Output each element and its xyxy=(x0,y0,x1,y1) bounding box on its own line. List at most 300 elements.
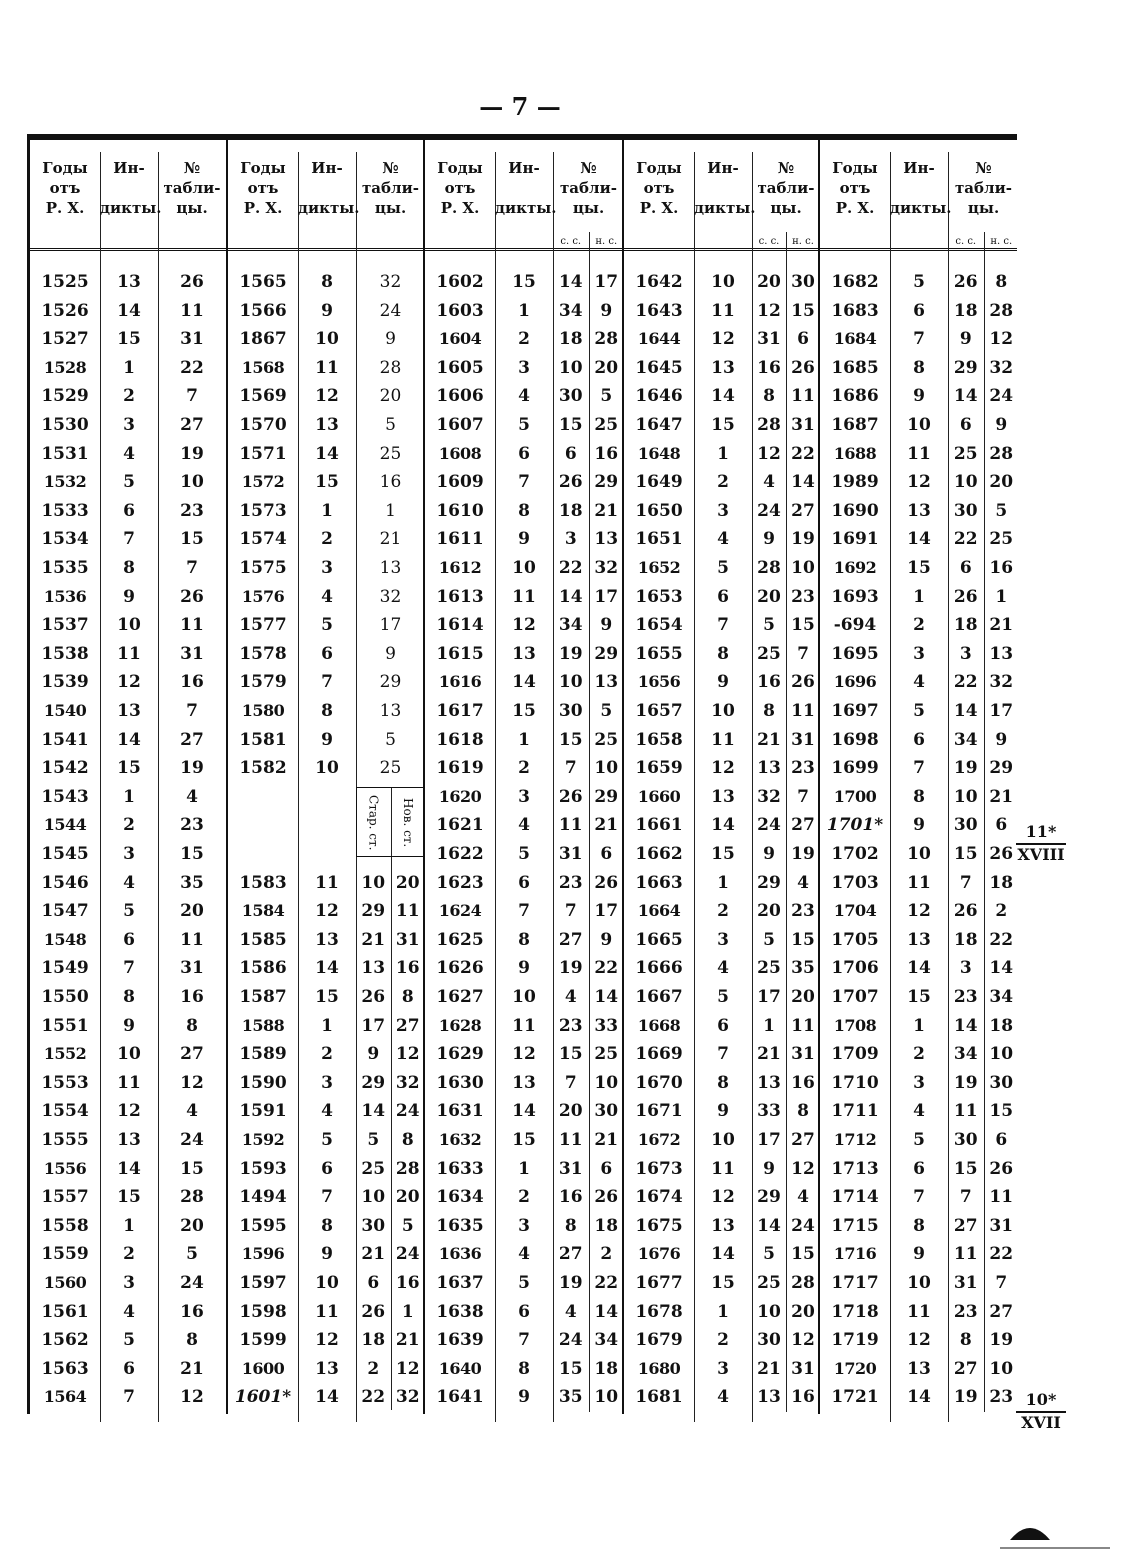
table-number-cell: 11 xyxy=(180,300,204,321)
table-old-style-cell: 6 xyxy=(959,415,972,435)
column-header-year: отъ xyxy=(444,179,476,197)
table-old-style-cell: 34 xyxy=(953,729,978,750)
table-old-style-cell: 4 xyxy=(564,987,577,1007)
year-cell: 1616 xyxy=(438,672,482,692)
table-new-style-cell: 10 xyxy=(989,1044,1014,1065)
year-cell: 1641 xyxy=(436,1387,484,1408)
year-cell: 1580 xyxy=(241,701,285,720)
indiction-cell: 4 xyxy=(123,1301,135,1322)
year-cell: 1589 xyxy=(239,1044,287,1065)
table-old-style-cell: 30 xyxy=(558,701,583,721)
year-cell: 1571 xyxy=(239,443,287,464)
year-cell: 1529 xyxy=(41,386,89,407)
table-new-style-cell: 34 xyxy=(594,1330,619,1351)
table-new-style-cell: 12 xyxy=(395,1358,420,1379)
year-cell: 1686 xyxy=(831,386,879,407)
table-new-style-cell: 18 xyxy=(989,1015,1014,1036)
year-cell: 1632 xyxy=(438,1130,482,1149)
table-number-cell: 16 xyxy=(180,987,204,1007)
table-old-style-cell: 23 xyxy=(953,987,978,1007)
year-cell: 1718 xyxy=(831,1301,879,1322)
new-style-vertical-label: Нов. ст. xyxy=(400,798,415,848)
year-cell: 1690 xyxy=(831,500,879,521)
table-old-style-cell: 34 xyxy=(558,300,583,321)
year-cell: 1577 xyxy=(239,615,287,636)
indiction-cell: 1 xyxy=(518,1158,530,1179)
year-cell: 1704 xyxy=(833,901,877,921)
year-cell: 1610 xyxy=(436,500,484,521)
indiction-cell: 13 xyxy=(512,1072,536,1093)
indiction-cell: 4 xyxy=(913,672,925,693)
year-cell: 1688 xyxy=(833,443,877,463)
table-old-style-cell: 26 xyxy=(558,786,583,807)
table-new-style-cell: 30 xyxy=(594,1101,619,1122)
table-number-cell: 16 xyxy=(379,472,402,493)
table-number-cell: 28 xyxy=(379,357,402,378)
table-new-style-cell: 6 xyxy=(797,329,809,350)
indiction-cell: 8 xyxy=(518,500,530,521)
table-new-style-cell: 10 xyxy=(594,758,619,779)
indiction-cell: 13 xyxy=(315,929,339,950)
table-number-cell: 19 xyxy=(180,443,204,464)
year-cell: 1682 xyxy=(831,272,879,292)
table-new-style-cell: 21 xyxy=(989,786,1014,807)
year-cell: 1566 xyxy=(239,300,287,321)
year-cell: 1655 xyxy=(635,643,683,664)
table-new-style-cell: 9 xyxy=(995,729,1008,750)
column-header-table: табли- xyxy=(362,179,419,197)
indiction-cell: 6 xyxy=(123,1358,135,1379)
table-new-style-cell: 31 xyxy=(791,729,815,750)
indiction-cell: 14 xyxy=(907,958,931,979)
table-new-style-cell: 15 xyxy=(791,615,815,636)
indiction-cell: 8 xyxy=(913,1215,925,1236)
table-new-style-cell: 14 xyxy=(791,472,815,493)
indiction-cell: 4 xyxy=(913,1101,925,1122)
table-new-style-cell: 16 xyxy=(791,1387,815,1408)
table-new-style-cell: 16 xyxy=(395,1273,420,1293)
year-cell: 1572 xyxy=(241,472,285,492)
year-cell: 1697 xyxy=(831,701,879,721)
indiction-cell: 14 xyxy=(512,672,536,693)
year-cell: 1536 xyxy=(43,586,87,606)
indiction-cell: 5 xyxy=(123,1330,135,1351)
column-header-year: Годы xyxy=(832,159,878,177)
table-new-style-cell: 2 xyxy=(600,1244,613,1265)
table-new-style-cell: 21 xyxy=(989,615,1014,636)
year-cell: 1667 xyxy=(635,987,683,1007)
indiction-cell: 11 xyxy=(512,1015,536,1036)
indiction-cell: 14 xyxy=(315,958,339,979)
indiction-cell: 3 xyxy=(717,1358,729,1379)
table-number-cell: 31 xyxy=(180,329,204,350)
year-cell: 1698 xyxy=(831,729,879,750)
table-new-style-cell: 23 xyxy=(791,901,815,922)
table-new-style-cell: 32 xyxy=(594,558,619,578)
year-cell: 1607 xyxy=(436,415,484,435)
table-old-style-cell: 14 xyxy=(953,1015,978,1036)
indiction-cell: 15 xyxy=(512,1130,536,1150)
table-old-style-cell: 5 xyxy=(763,615,775,636)
year-cell: 1637 xyxy=(436,1273,484,1293)
table-new-style-cell: 16 xyxy=(594,443,619,464)
column-header-indict: дикты. xyxy=(298,199,360,217)
table-new-style-cell: 6 xyxy=(600,1158,613,1179)
table-old-style-cell: 26 xyxy=(953,901,978,922)
year-cell: 1557 xyxy=(41,1187,89,1208)
indiction-cell: 1 xyxy=(717,1301,729,1322)
table-old-style-cell: 6 xyxy=(959,558,972,578)
year-cell: 1575 xyxy=(239,558,287,578)
indiction-cell: 3 xyxy=(123,1273,135,1293)
indiction-cell: 13 xyxy=(117,701,141,721)
table-new-style-cell: 15 xyxy=(791,300,815,321)
indiction-cell: 7 xyxy=(123,958,135,979)
indiction-cell: 5 xyxy=(518,1273,530,1293)
column-header-table: № xyxy=(777,159,795,177)
year-cell: 1593 xyxy=(239,1158,287,1179)
year-cell: 1550 xyxy=(41,987,89,1007)
table-old-style-cell: 21 xyxy=(361,1244,386,1265)
table-old-style-cell: 7 xyxy=(564,1072,577,1093)
indiction-cell: 10 xyxy=(711,701,735,721)
table-new-style-cell: 20 xyxy=(594,357,619,378)
indiction-cell: 11 xyxy=(315,1301,339,1322)
table-old-style-cell: 10 xyxy=(558,672,583,693)
table-new-style-cell: 21 xyxy=(594,1130,619,1150)
indiction-cell: 3 xyxy=(913,643,925,664)
year-cell: 1621 xyxy=(436,815,484,836)
table-new-style-cell: 24 xyxy=(395,1244,420,1265)
table-number-cell: 12 xyxy=(180,1387,204,1408)
year-cell: 1658 xyxy=(635,729,683,750)
indiction-cell: 2 xyxy=(717,1330,729,1351)
table-new-style-cell: 23 xyxy=(791,586,815,607)
year-cell: 1542 xyxy=(41,758,89,779)
year-cell: 1663 xyxy=(635,872,683,893)
table-number-cell: 23 xyxy=(180,815,204,836)
indiction-cell: 15 xyxy=(117,758,141,779)
column-header-table: цы. xyxy=(572,199,605,217)
table-old-style-cell: 35 xyxy=(558,1387,583,1408)
table-new-style-cell: 31 xyxy=(791,415,815,435)
year-cell: 1600 xyxy=(241,1358,285,1378)
table-old-style-cell: 15 xyxy=(953,1158,978,1179)
table-new-style-cell: 9 xyxy=(600,929,613,950)
indiction-cell: 14 xyxy=(907,529,931,550)
year-cell: 1670 xyxy=(635,1072,683,1093)
table-number-cell: 5 xyxy=(385,729,396,750)
year-cell: 1721 xyxy=(831,1387,879,1408)
year-cell: 1595 xyxy=(239,1215,287,1236)
indiction-cell: 9 xyxy=(518,1387,530,1408)
indiction-cell: 1 xyxy=(518,300,530,321)
table-new-style-cell: 22 xyxy=(594,958,619,979)
table-old-style-cell: 14 xyxy=(558,586,583,607)
year-cell: 1539 xyxy=(41,672,89,693)
table-new-style-cell: 26 xyxy=(989,1158,1014,1179)
table-number-cell: 35 xyxy=(180,872,204,893)
year-cell: 1609 xyxy=(436,472,484,493)
indiction-cell: 11 xyxy=(315,357,339,378)
year-cell: 1709 xyxy=(831,1044,879,1065)
table-number-cell: 8 xyxy=(186,1015,198,1036)
table-new-style-cell: 13 xyxy=(989,643,1014,664)
table-new-style-cell: 7 xyxy=(797,786,809,807)
table-new-style-cell: 4 xyxy=(797,872,809,893)
column-header-year: Годы xyxy=(240,159,286,177)
table-old-style-cell: 4 xyxy=(763,472,775,493)
table-new-style-cell: 19 xyxy=(791,529,815,550)
indiction-cell: 13 xyxy=(117,1130,141,1150)
table-old-style-cell: 4 xyxy=(564,1301,577,1322)
table-new-style-cell: 22 xyxy=(791,443,815,464)
year-cell: 1538 xyxy=(41,643,89,664)
indiction-cell: 5 xyxy=(717,558,729,578)
indiction-cell: 8 xyxy=(123,558,135,578)
table-old-style-cell: 26 xyxy=(953,272,978,292)
year-cell: 1551 xyxy=(41,1015,89,1036)
year-cell: 1679 xyxy=(635,1330,683,1351)
column-header-year: отъ xyxy=(49,179,81,197)
year-cell: -694 xyxy=(833,615,877,636)
indiction-cell: 3 xyxy=(518,1215,530,1236)
table-number-cell: 25 xyxy=(379,443,402,464)
column-header-year: отъ xyxy=(643,179,675,197)
footnote-marker-upper xyxy=(1016,822,1066,864)
year-cell: 1620 xyxy=(438,786,482,806)
year-cell: 1591 xyxy=(239,1101,287,1122)
table-old-style-cell: 14 xyxy=(361,1101,386,1122)
table-old-style-cell: 31 xyxy=(558,1158,583,1179)
indiction-cell: 6 xyxy=(913,300,925,321)
table-old-style-cell: 34 xyxy=(558,615,583,636)
table-new-style-cell: 28 xyxy=(395,1158,420,1179)
indiction-cell: 7 xyxy=(913,329,925,350)
indiction-cell: 1 xyxy=(717,872,729,893)
table-old-style-cell: 3 xyxy=(564,529,577,550)
table-old-style-cell: 8 xyxy=(564,1215,577,1236)
year-cell: 1602 xyxy=(436,272,484,292)
year-cell: 1678 xyxy=(635,1301,683,1322)
table-number-cell: 27 xyxy=(180,729,204,750)
table-old-style-cell: 16 xyxy=(757,357,781,378)
table-old-style-cell: 10 xyxy=(757,1301,781,1322)
year-cell: 1581 xyxy=(239,729,287,750)
indiction-cell: 1 xyxy=(321,500,333,521)
table-new-style-cell: 2 xyxy=(995,901,1008,922)
year-cell: 1652 xyxy=(637,558,681,577)
table-old-style-cell: 30 xyxy=(361,1215,386,1236)
table-number-cell: 27 xyxy=(180,415,204,435)
year-cell: 1683 xyxy=(831,300,879,321)
table-new-style-cell: 30 xyxy=(989,1072,1014,1093)
table-old-style-cell: 22 xyxy=(558,558,583,578)
year-cell: 1574 xyxy=(239,529,287,550)
indiction-cell: 5 xyxy=(717,987,729,1007)
table-number-cell: 13 xyxy=(379,701,402,721)
table-new-style-cell: 31 xyxy=(791,1358,815,1379)
table-new-style-cell: 10 xyxy=(791,558,815,578)
table-new-style-cell: 28 xyxy=(989,443,1014,464)
year-cell: 1647 xyxy=(635,415,683,435)
indiction-cell: 1 xyxy=(321,1015,333,1036)
year-cell: 1615 xyxy=(436,643,484,664)
table-new-style-cell: 24 xyxy=(791,1215,815,1236)
table-new-style-cell: 5 xyxy=(600,386,613,407)
header-rule xyxy=(425,248,622,251)
table-new-style-cell: 23 xyxy=(989,1387,1014,1408)
table-old-style-cell: 20 xyxy=(558,1101,583,1122)
table-old-style-cell: 8 xyxy=(959,1330,972,1351)
year-cell: 1619 xyxy=(436,758,484,779)
year-cell: 1645 xyxy=(635,357,683,378)
table-old-style-cell: 19 xyxy=(558,1273,583,1293)
table-old-style-cell: 15 xyxy=(558,729,583,750)
calendar-table xyxy=(27,134,1017,1414)
table-old-style-cell: 14 xyxy=(558,272,583,292)
indiction-cell: 4 xyxy=(518,386,530,407)
column-header-table: № xyxy=(975,159,992,177)
year-cell: 1710 xyxy=(831,1072,879,1093)
indiction-cell: 12 xyxy=(907,901,931,922)
footnote-century: XVII xyxy=(1021,1413,1061,1432)
table-new-style-cell: 20 xyxy=(989,472,1014,493)
table-number-cell: 31 xyxy=(180,958,204,979)
year-cell: 1573 xyxy=(239,500,287,521)
indiction-cell: 5 xyxy=(518,844,530,864)
year-cell: 1527 xyxy=(41,329,89,350)
table-old-style-cell: 17 xyxy=(757,987,781,1007)
year-cell: 1623 xyxy=(436,872,484,893)
indiction-cell: 15 xyxy=(117,329,141,350)
year-cell: 1587 xyxy=(239,987,287,1007)
table-old-style-cell: 10 xyxy=(361,1187,386,1208)
table-number-cell: 7 xyxy=(186,558,198,578)
year-cell: 1719 xyxy=(831,1330,879,1351)
table-new-style-cell: 28 xyxy=(791,1273,815,1293)
indiction-cell: 9 xyxy=(321,1244,333,1265)
table-old-style-cell: 27 xyxy=(953,1215,978,1236)
column-header-table: № xyxy=(183,159,201,177)
indiction-cell: 3 xyxy=(717,929,729,950)
table-old-style-cell: 30 xyxy=(953,815,978,836)
year-cell: 1585 xyxy=(239,929,287,950)
column-header-year: отъ xyxy=(247,179,279,197)
table-old-style-cell: 24 xyxy=(757,500,781,521)
table-new-style-cell: 5 xyxy=(401,1215,414,1236)
year-cell: 1533 xyxy=(41,500,89,521)
table-old-style-cell: 30 xyxy=(558,386,583,407)
table-new-style-cell: 33 xyxy=(594,1015,619,1036)
indiction-cell: 7 xyxy=(321,1187,333,1208)
column-header-indict: Ин- xyxy=(113,159,145,177)
year-cell: 1700 xyxy=(833,786,877,806)
indiction-cell: 13 xyxy=(711,357,735,378)
indiction-cell: 10 xyxy=(315,1273,339,1293)
table-old-style-cell: 15 xyxy=(558,1044,583,1065)
indiction-cell: 2 xyxy=(913,1044,925,1065)
table-old-style-cell: 29 xyxy=(361,901,386,922)
indiction-cell: 15 xyxy=(711,415,735,435)
table-new-style-cell: 17 xyxy=(594,272,619,292)
year-cell: 1606 xyxy=(436,386,484,407)
year-cell: 1576 xyxy=(241,586,285,606)
year-cell: 1547 xyxy=(41,901,89,922)
year-cell: 1702 xyxy=(831,844,879,864)
year-cell: 1530 xyxy=(41,415,89,435)
table-old-style-cell: 2 xyxy=(367,1358,380,1379)
indiction-cell: 4 xyxy=(123,443,135,464)
table-number-cell: 24 xyxy=(379,300,402,321)
indiction-cell: 10 xyxy=(117,615,141,636)
footnote-marker-lower xyxy=(1016,1390,1066,1432)
table-new-style-cell: 9 xyxy=(995,415,1008,435)
year-cell: 1528 xyxy=(43,357,87,377)
table-number-cell: 29 xyxy=(379,672,402,693)
table-old-style-cell: 22 xyxy=(953,672,978,693)
indiction-cell: 3 xyxy=(123,844,135,864)
table-old-style-cell: 12 xyxy=(757,300,781,321)
year-cell: 1535 xyxy=(41,558,89,578)
table-old-style-cell: 30 xyxy=(953,1130,978,1150)
table-old-style-cell: 13 xyxy=(757,1072,781,1093)
indiction-cell: 11 xyxy=(711,729,735,750)
year-cell: 1626 xyxy=(436,958,484,979)
table-old-style-cell: 17 xyxy=(361,1015,386,1036)
indiction-cell: 13 xyxy=(315,415,339,435)
year-cell: 1671 xyxy=(635,1101,683,1122)
table-old-style-cell: 13 xyxy=(757,1387,781,1408)
table-new-style-cell: 12 xyxy=(791,1330,815,1351)
table-old-style-cell: 14 xyxy=(953,386,978,407)
indiction-cell: 6 xyxy=(321,643,333,664)
table-new-style-cell: 26 xyxy=(594,872,619,893)
table-new-style-cell: 32 xyxy=(395,1072,420,1093)
table-new-style-cell: 11 xyxy=(791,1015,815,1036)
table-old-style-cell: 24 xyxy=(757,815,781,836)
table-new-style-cell: 30 xyxy=(791,272,815,292)
year-cell: 1676 xyxy=(637,1244,681,1264)
table-number-cell: 25 xyxy=(379,758,402,779)
table-new-style-cell: 6 xyxy=(600,844,613,864)
table-old-style-cell: 9 xyxy=(367,1044,380,1065)
table-new-style-cell: 25 xyxy=(989,529,1014,550)
table-old-style-cell: 7 xyxy=(564,901,577,922)
indiction-cell: 12 xyxy=(315,386,339,407)
column-header-table: цы. xyxy=(176,199,208,217)
year-cell: 1662 xyxy=(635,844,683,864)
year-cell: 1650 xyxy=(635,500,683,521)
table-new-style-cell: 17 xyxy=(594,901,619,922)
indiction-cell: 9 xyxy=(913,1244,925,1265)
indiction-cell: 13 xyxy=(711,1215,735,1236)
table-number-cell: 32 xyxy=(379,586,402,607)
indiction-cell: 2 xyxy=(717,901,729,922)
table-old-style-cell: 5 xyxy=(763,1244,775,1265)
table-old-style-cell: 10 xyxy=(361,872,386,893)
indiction-cell: 15 xyxy=(711,1273,735,1293)
indiction-cell: 2 xyxy=(518,758,530,779)
indiction-cell: 9 xyxy=(321,300,333,321)
column-header-table: табли- xyxy=(955,179,1012,197)
table-old-style-cell: 8 xyxy=(763,701,775,721)
year-cell: 1627 xyxy=(436,987,484,1007)
table-number-cell: 26 xyxy=(180,272,204,292)
new-style-label: н. с. xyxy=(990,236,1013,247)
table-old-style-cell: 16 xyxy=(757,672,781,693)
table-old-style-cell: 6 xyxy=(367,1273,380,1293)
